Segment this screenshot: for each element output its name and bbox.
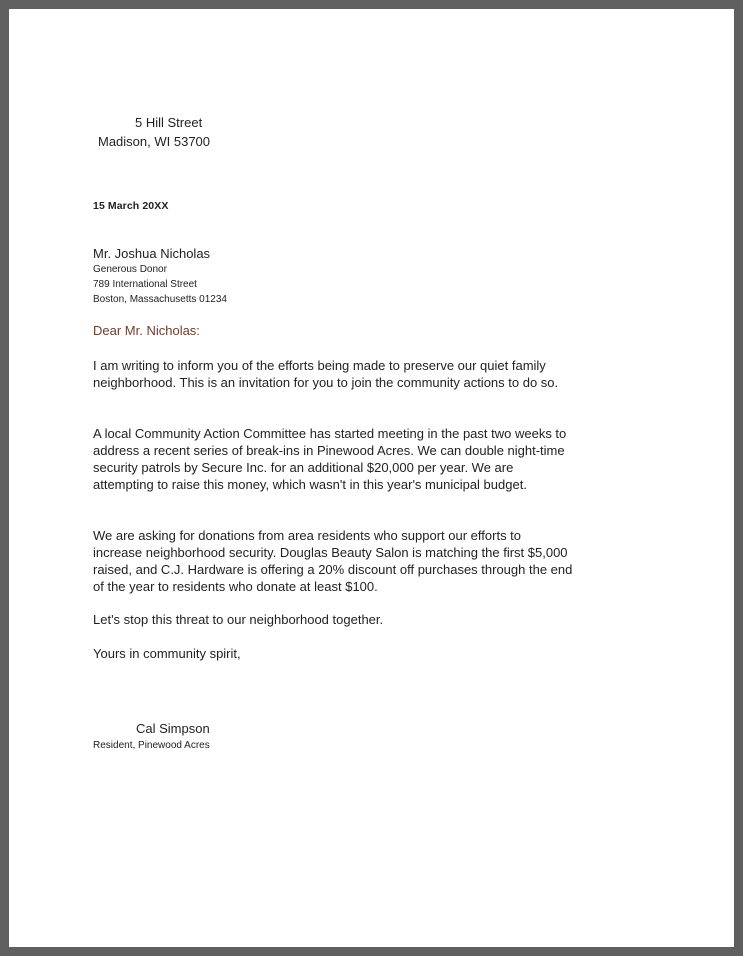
signer-title: Resident, Pinewood Acres bbox=[93, 740, 210, 751]
body-paragraph: We are asking for donations from area residents who support our efforts to increase neighborhood security. Douglas Beauty Salon is matching the first $5,000 raised, and C.J. Hardware is offering a 20% discount off purchases through the end of the year to residents who donate at least $100. bbox=[93, 528, 573, 594]
sender-street: 5 Hill Street bbox=[135, 115, 203, 130]
body-paragraph: Let's stop this threat to our neighborhood together. bbox=[93, 612, 384, 627]
body-paragraph: I am writing to inform you of the efforts being made to preserve our quiet family neighborhood. This is an invitation for you to join the community actions to do so. bbox=[93, 358, 559, 390]
closing: Yours in community spirit, bbox=[93, 646, 241, 661]
letter-date: 15 March 20XX bbox=[93, 200, 169, 212]
letter-page bbox=[9, 9, 734, 947]
signer-name: Cal Simpson bbox=[136, 721, 210, 736]
recipient-city: Boston, Massachusetts 01234 bbox=[93, 294, 227, 305]
recipient-title: Generous Donor bbox=[93, 264, 167, 275]
salutation: Dear Mr. Nicholas: bbox=[93, 323, 200, 338]
recipient-street: 789 International Street bbox=[93, 279, 197, 290]
body-paragraph: A local Community Action Committee has started meeting in the past two weeks to address a recent series of break-ins in Pinewood Acres. We can double night-time security patrols by Secure Inc. for an additional $20,000 per year. We are attempting to raise this money, which wasn't in this year's municipal budget. bbox=[93, 426, 567, 492]
recipient-name: Mr. Joshua Nicholas bbox=[93, 246, 211, 261]
sender-city: Madison, WI 53700 bbox=[98, 134, 211, 149]
